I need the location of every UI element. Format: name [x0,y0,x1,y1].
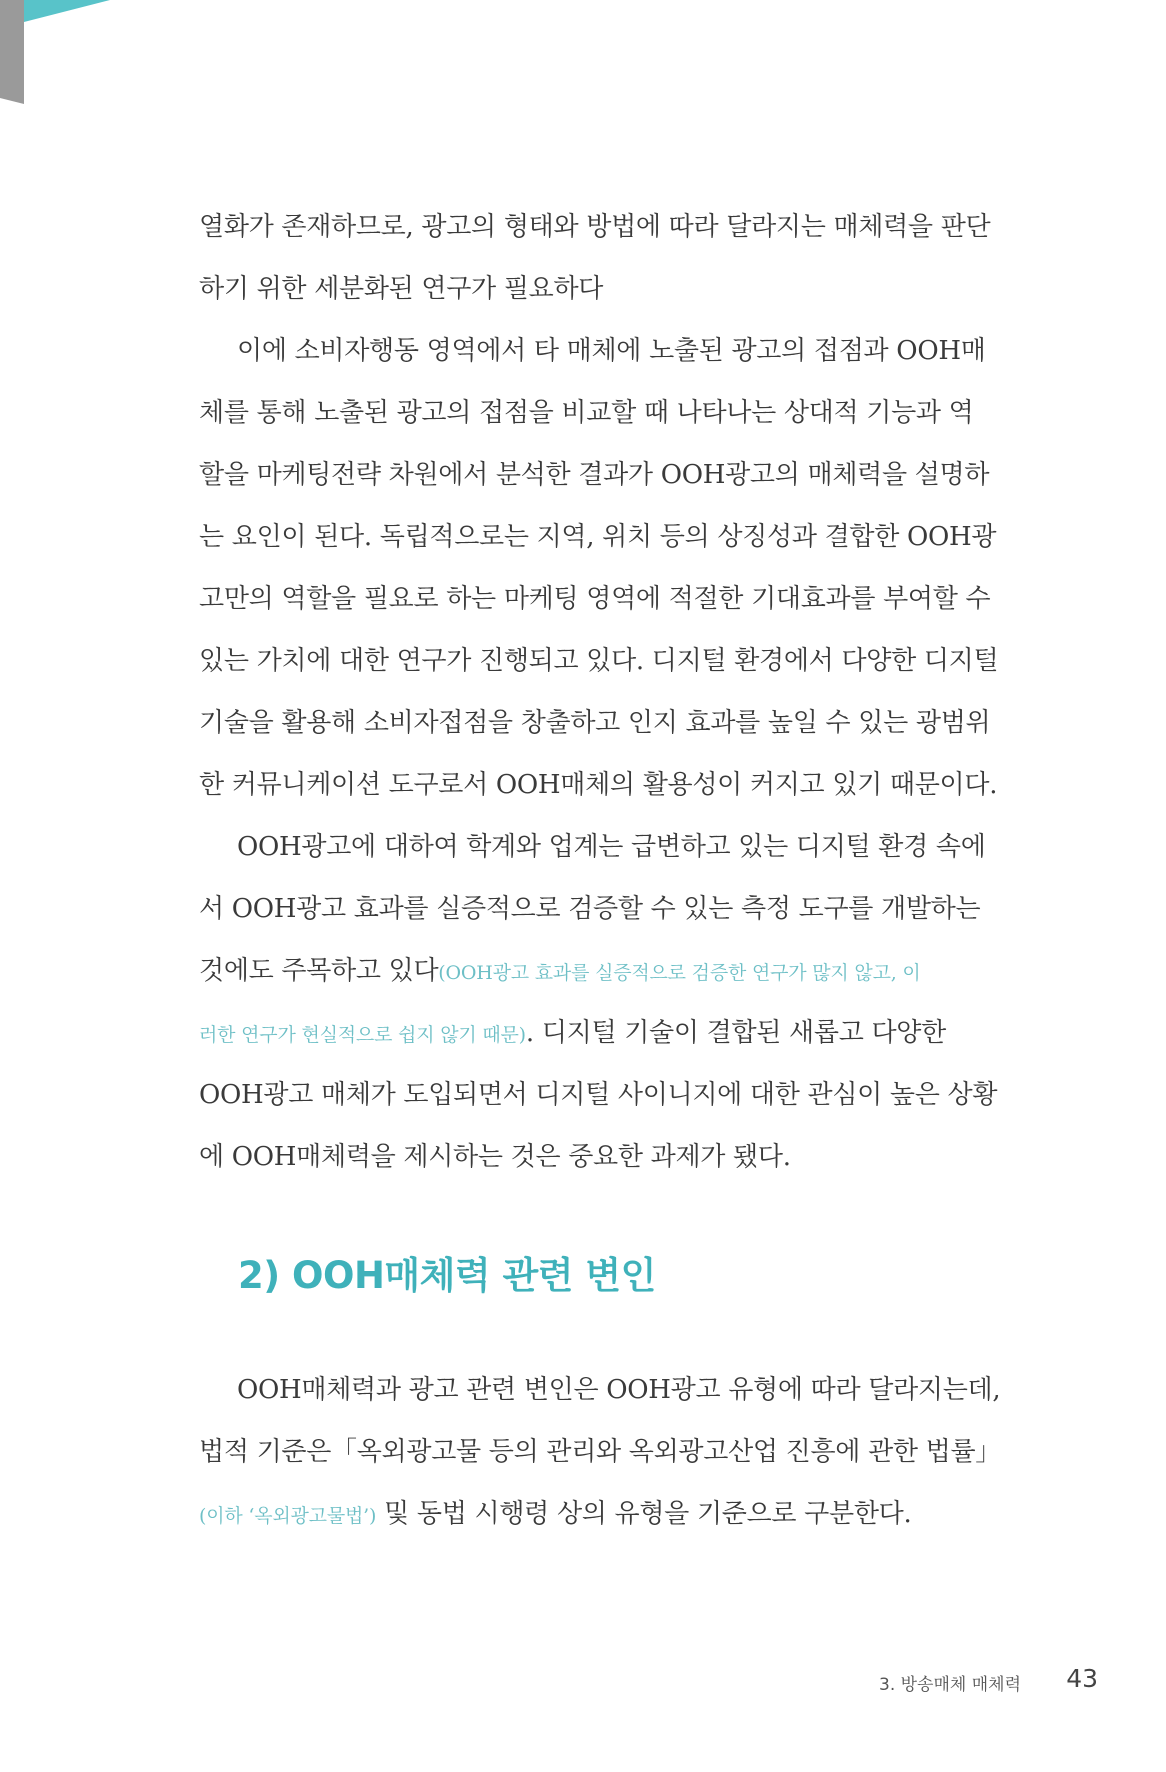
inline-note: 러한 연구가 현실적으로 쉽지 않기 때문) [199,1024,526,1046]
paragraph-text: 것에도 주목하고 있다 [199,956,439,986]
page-number: 43 [1066,1664,1098,1693]
body-text-bottom [199,1359,1019,1545]
paragraph-line: 한 커뮤니케이션 도구로서 OOH매체의 활용성이 커지고 있기 때문이다. [199,770,998,800]
body-text-top [199,196,1019,1188]
footer-section-title: 3. 방송매체 매체력 [879,1675,1021,1695]
paragraph-line: 체를 통해 노출된 광고의 접점을 비교할 때 나타나는 상대적 기능과 역 [199,398,974,428]
paragraph-line [199,940,1019,1002]
paragraph-line: 열화가 존재하므로, 광고의 형태와 방법에 따라 달라지는 매체력을 판단 [199,212,991,242]
paragraph-line: 에 OOH매체력을 제시하는 것은 중요한 과제가 됐다. [199,1142,791,1172]
corner-decoration [0,0,140,110]
paragraph-line: 고만의 역할을 필요로 하는 마케팅 영역에 적절한 기대효과를 부여할 수 [199,584,991,614]
inline-note: (OOH광고 효과를 실증적으로 검증한 연구가 많지 않고, 이 [438,962,921,984]
paragraph-line: 할을 마케팅전략 차원에서 분석한 결과가 OOH광고의 매체력을 설명하 [199,460,990,490]
paragraph-line: 기술을 활용해 소비자접점을 창출하고 인지 효과를 높일 수 있는 광범위 [199,708,991,738]
paragraph-line: 서 OOH광고 효과를 실증적으로 검증할 수 있는 측정 도구를 개발하는 [199,894,981,924]
paragraph-text: . 디지털 기술이 결합된 새롭고 다양한 [525,1018,946,1048]
paragraph-text: 및 동법 시행령 상의 유형을 기준으로 구분한다. [376,1499,912,1529]
paragraph-line [199,1483,1019,1545]
paragraph-line [199,1002,1019,1064]
paragraph-line: OOH광고 매체가 도입되면서 디지털 사이니지에 대한 관심이 높은 상황 [199,1080,998,1110]
paragraph-line: 있는 가치에 대한 연구가 진행되고 있다. 디지털 환경에서 다양한 디지털 [199,646,999,676]
paragraph-line: OOH광고에 대하여 학계와 업계는 급변하고 있는 디지털 환경 속에 [237,832,986,862]
paragraph-line: 하기 위한 세분화된 연구가 필요하다 [199,274,604,304]
paragraph-line: 법적 기준은「옥외광고물 등의 관리와 옥외광고산업 진흥에 관한 법률」 [199,1437,1002,1467]
paragraph-line: 는 요인이 된다. 독립적으로는 지역, 위치 등의 상징성과 결합한 OOH광 [199,522,997,552]
paragraph-line: OOH매체력과 광고 관련 변인은 OOH광고 유형에 따라 달라지는데, [237,1375,1001,1405]
section-heading: 2) OOH매체력 관련 변인 [238,1254,656,1297]
paragraph-line: 이에 소비자행동 영역에서 타 매체에 노출된 광고의 접점과 OOH매 [237,336,986,366]
inline-note: (이하 ‘옥외광고물법’) [199,1505,377,1527]
